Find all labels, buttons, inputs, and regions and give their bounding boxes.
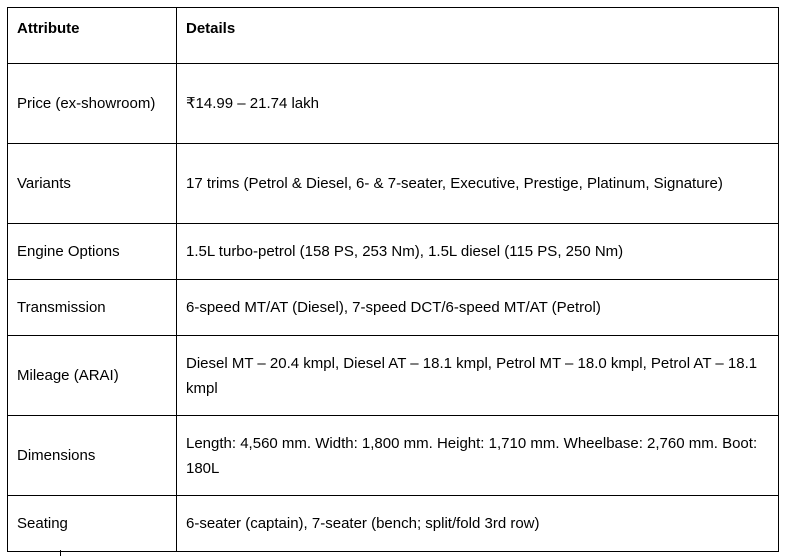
cell-attribute: Transmission [8, 280, 177, 336]
table-row [8, 224, 779, 280]
table-row [8, 280, 779, 336]
cell-attribute: Price (ex-showroom) [8, 64, 177, 144]
table-row [8, 144, 779, 224]
cell-details: 6-speed MT/AT (Diesel), 7-speed DCT/6-speed MT/AT (Petrol) [177, 280, 779, 336]
cell-attribute: Seating [8, 496, 177, 552]
cell-attribute: Mileage (ARAI) [8, 336, 177, 416]
cell-attribute: Engine Options [8, 224, 177, 280]
cell-details: ₹14.99 – 21.74 lakh [177, 64, 779, 144]
cell-details: Diesel MT – 20.4 kmpl, Diesel AT – 18.1 kmpl, Petrol MT – 18.0 kmpl, Petrol AT – 18.1 kmpl [177, 336, 779, 416]
cell-details: Length: 4,560 mm. Width: 1,800 mm. Height: 1,710 mm. Wheelbase: 2,760 mm. Boot: 180L [177, 416, 779, 496]
cell-details: 17 trims (Petrol & Diesel, 6- & 7-seater, Executive, Prestige, Platinum, Signature) [177, 144, 779, 224]
table-row [8, 416, 779, 496]
cell-attribute: Variants [8, 144, 177, 224]
divider [60, 550, 61, 556]
cell-details: 1.5L turbo-petrol (158 PS, 253 Nm), 1.5L diesel (115 PS, 250 Nm) [177, 224, 779, 280]
table-header-row [8, 8, 779, 64]
spec-table [7, 7, 779, 552]
header-details: Details [177, 8, 779, 64]
cell-details: 6-seater (captain), 7-seater (bench; split/fold 3rd row) [177, 496, 779, 552]
table-row [8, 64, 779, 144]
header-attribute: Attribute [8, 8, 177, 64]
table-row [8, 496, 779, 552]
cell-attribute: Dimensions [8, 416, 177, 496]
table-row [8, 336, 779, 416]
